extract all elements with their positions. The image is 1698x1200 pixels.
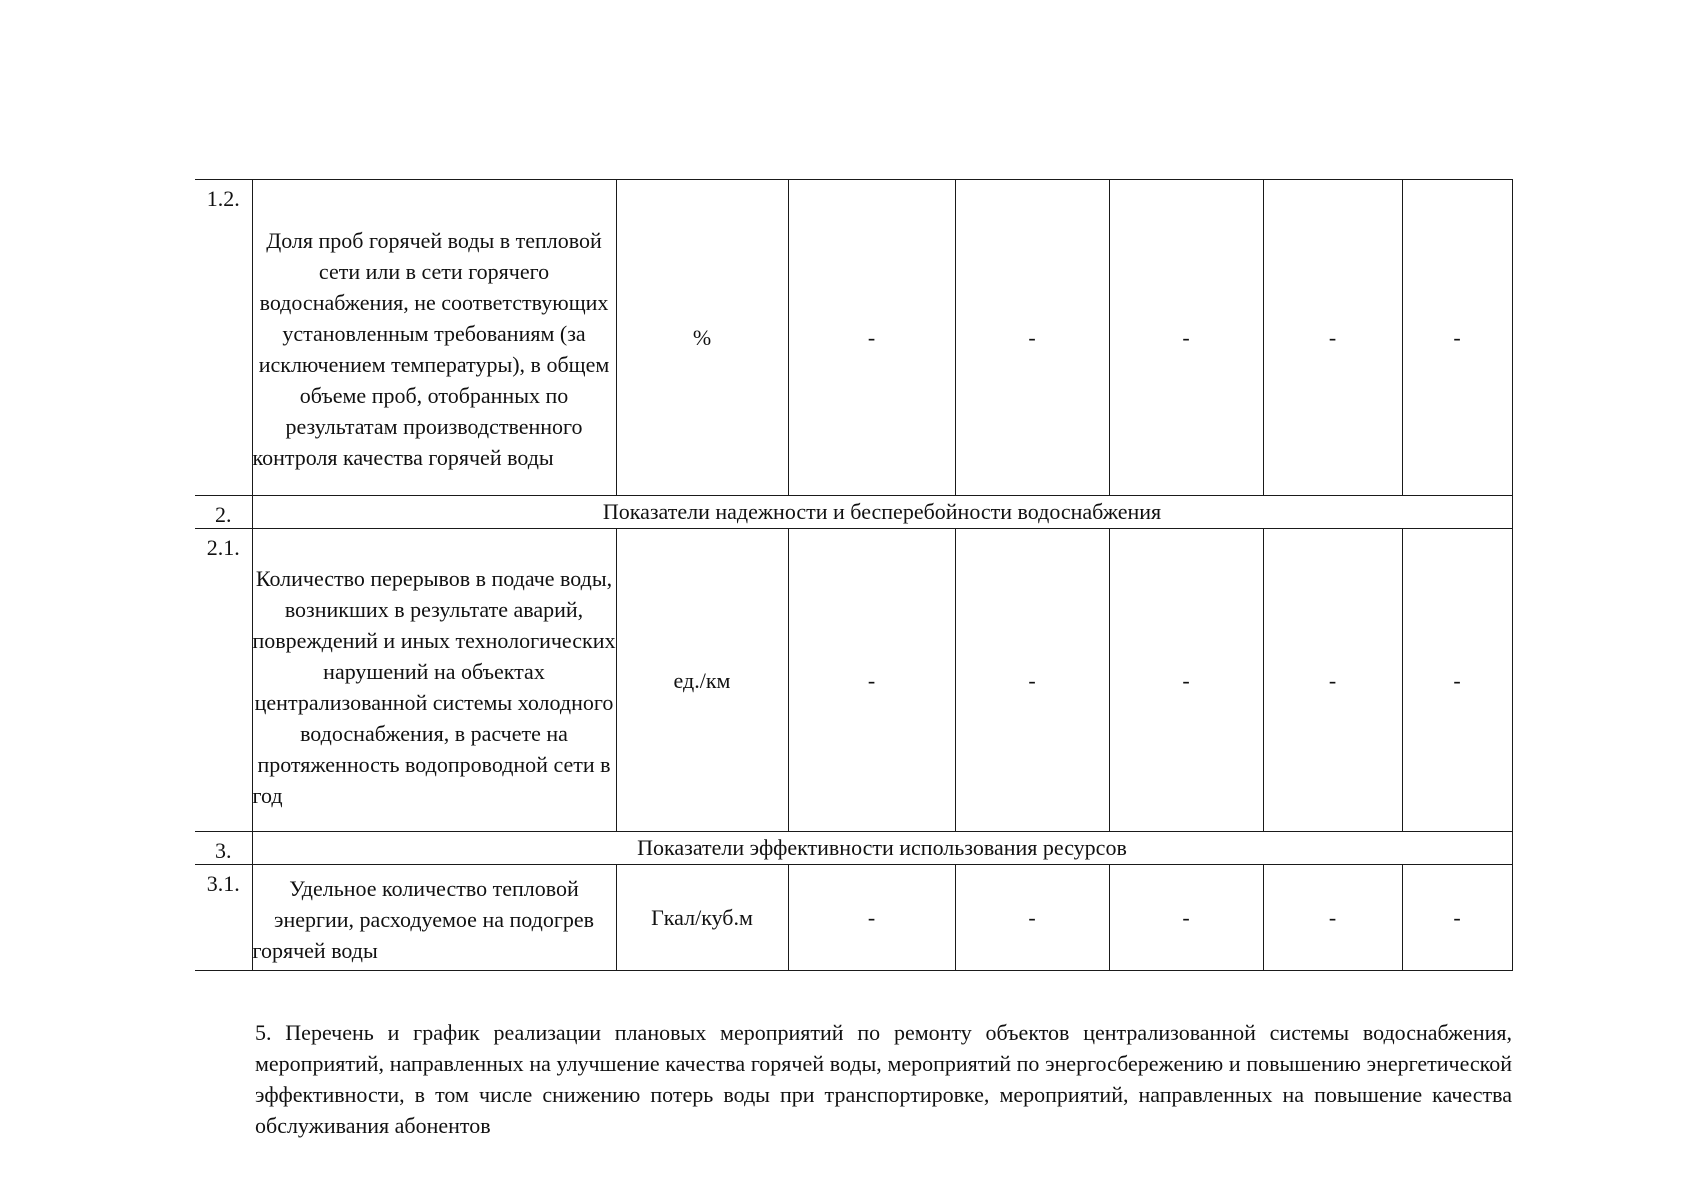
value-cell: - <box>1263 180 1402 496</box>
unit-cell: ед./км <box>616 529 788 832</box>
value-cell: - <box>1109 180 1263 496</box>
table-row <box>195 529 1512 832</box>
row-number: 3.1. <box>195 865 252 971</box>
value-cell: - <box>955 180 1109 496</box>
value-cell: - <box>955 529 1109 832</box>
indicators-table <box>195 179 1513 971</box>
value-cell: - <box>788 180 955 496</box>
value-cell: - <box>955 865 1109 971</box>
section-title: Показатели надежности и бесперебойности водоснабжения <box>252 496 1512 529</box>
table-row <box>195 180 1512 496</box>
value-cell: - <box>1263 529 1402 832</box>
value-cell: - <box>1263 865 1402 971</box>
indicator-name: Удельное количество тепловой энергии, расходуемое на подогрев горячей воды <box>252 865 616 971</box>
row-number: 1.2. <box>195 180 252 496</box>
value-cell: - <box>1402 529 1512 832</box>
indicator-name: Количество перерывов в подаче воды, возникших в результате аварий, повреждений и иных технологических нарушений на объектах централизованной системы холодного водоснабжения, в расчете на протяженность водопроводной сети в год <box>252 529 616 832</box>
value-cell: - <box>788 529 955 832</box>
row-number: 2.1. <box>195 529 252 832</box>
value-cell: - <box>788 865 955 971</box>
value-cell: - <box>1109 865 1263 971</box>
indicator-name: Доля проб горячей воды в тепловой сети или в сети горячего водоснабжения, не соответствующих установленным требованиям (за исключением температуры), в общем объеме проб, отобранных по результатам производственного контроля качества горячей воды <box>252 180 616 496</box>
value-cell: - <box>1402 180 1512 496</box>
row-number: 3. <box>195 832 252 865</box>
section-title: Показатели эффективности использования ресурсов <box>252 832 1512 865</box>
row-number: 2. <box>195 496 252 529</box>
section-row <box>195 832 1512 865</box>
value-cell: - <box>1402 865 1512 971</box>
section-row <box>195 496 1512 529</box>
section-5-paragraph: 5. Перечень и график реализации плановых мероприятий по ремонту объектов централизованной системы водоснабжения, мероприятий, направленных на улучшение качества горячей воды, мероприятий по энергосбережению и повышению энергетической эффективности, в том числе снижению потерь воды при транспортировке, мероприятий, направленных на повышение качества обслуживания абонентов <box>255 1020 1512 1138</box>
table-row <box>195 865 1512 971</box>
unit-cell: Гкал/куб.м <box>616 865 788 971</box>
value-cell: - <box>1109 529 1263 832</box>
unit-cell: % <box>616 180 788 496</box>
